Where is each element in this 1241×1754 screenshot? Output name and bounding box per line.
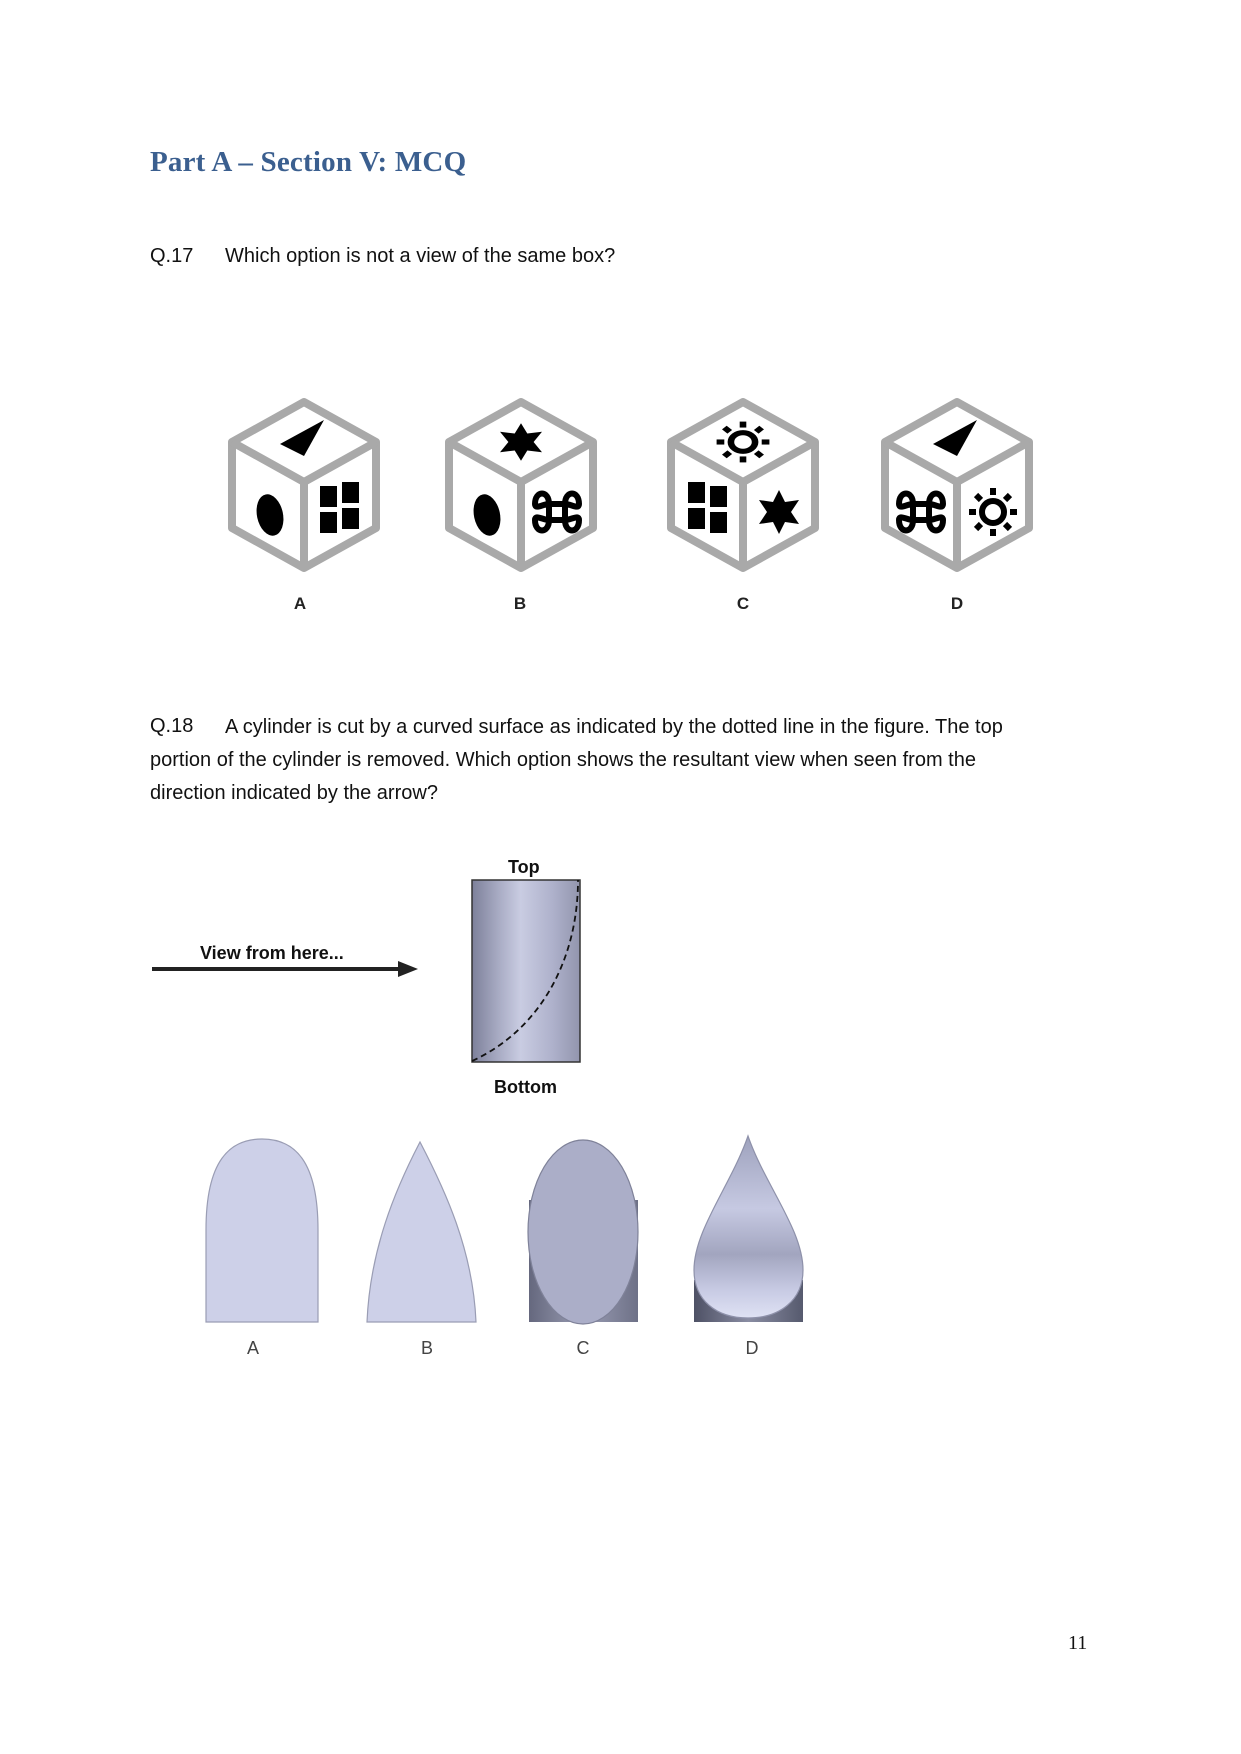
q17-option-a-label[interactable]: A bbox=[293, 594, 307, 613]
question-18-number: Q.18 bbox=[150, 715, 194, 737]
question-17-text: Which option is not a view of the same box? bbox=[225, 245, 616, 267]
q18-option-c-label[interactable]: C bbox=[576, 1338, 590, 1358]
q18-option-d-label[interactable]: D bbox=[745, 1338, 759, 1358]
question-18-text-line2: portion of the cylinder is removed. Which option shows the resultant view when seen from the bbox=[150, 749, 976, 771]
question-18-text-line1: A cylinder is cut by a curved surface as indicated by the dotted line in the figure. The top bbox=[225, 716, 1003, 738]
figure-top-label: Top bbox=[508, 857, 540, 877]
q18-option-b-shape bbox=[367, 1142, 476, 1322]
q18-option-c-shape bbox=[528, 1140, 638, 1324]
question-18-text-line3: direction indicated by the arrow? bbox=[150, 782, 438, 804]
figure-bottom-label: Bottom bbox=[494, 1077, 557, 1097]
page-number: 11 bbox=[1068, 1632, 1088, 1654]
q18-option-a-shape bbox=[206, 1139, 318, 1322]
cylinder bbox=[472, 880, 580, 1062]
q17-option-c-label[interactable]: C bbox=[736, 594, 750, 613]
q18-option-d-shape bbox=[694, 1136, 803, 1322]
q17-option-d-label[interactable]: D bbox=[950, 594, 964, 613]
view-direction-label: View from here... bbox=[200, 943, 344, 963]
q18-option-a-label[interactable]: A bbox=[246, 1338, 259, 1358]
q18-option-b-label[interactable]: B bbox=[420, 1338, 433, 1358]
section-title: Part A – Section V: MCQ bbox=[150, 146, 467, 178]
q17-option-b-label[interactable]: B bbox=[513, 594, 527, 613]
view-arrow bbox=[152, 961, 418, 977]
question-17-number: Q.17 bbox=[150, 245, 194, 267]
